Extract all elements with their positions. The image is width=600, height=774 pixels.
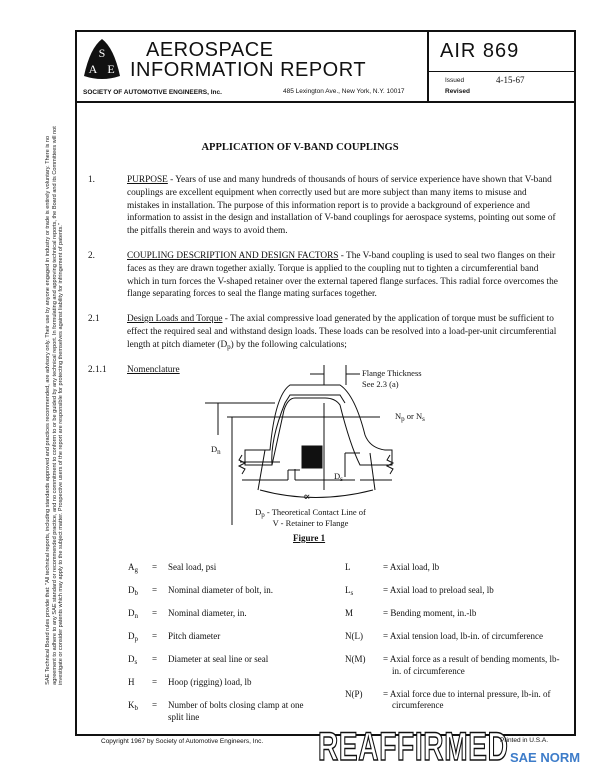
figure-label: Figure 1 bbox=[293, 533, 326, 543]
nomenclature-symbol: $D_b$ bbox=[128, 585, 138, 597]
section-1-text bbox=[127, 174, 558, 238]
nomenclature-description: = Axial tension load, lb-in. of circumference bbox=[383, 631, 544, 641]
nomenclature-equals: = bbox=[152, 631, 158, 641]
nomenclature-symbol: $A_g$ bbox=[128, 562, 138, 574]
nomenclature-description: Number of bolts closing clamp at one split line bbox=[168, 700, 304, 722]
nomenclature-right-row bbox=[345, 654, 560, 677]
nomenclature-heading: Nomenclature bbox=[127, 364, 180, 375]
figure-ds-label: $D_s$ bbox=[334, 471, 343, 483]
section-2-number: 2. bbox=[88, 250, 95, 261]
nomenclature-symbol: $L_s$ bbox=[345, 585, 354, 597]
nomenclature-description: Nominal diameter of bolt, in. bbox=[168, 585, 273, 595]
nomenclature-equals: = bbox=[152, 654, 158, 664]
issued-date: 4-15-67 bbox=[496, 75, 525, 85]
svg-text:S: S bbox=[98, 46, 106, 60]
section-2-text bbox=[127, 250, 558, 301]
nomenclature-symbol: H bbox=[128, 677, 135, 687]
nomenclature-symbol: N(M) bbox=[345, 654, 366, 664]
sae-logo bbox=[82, 38, 122, 80]
nomenclature-symbol: M bbox=[345, 608, 354, 618]
nomenclature-description: Seal load, psi bbox=[168, 562, 217, 572]
section-2-1-heading: Design Loads and Torque bbox=[127, 314, 223, 325]
sae-norm-watermark: SAE NORM bbox=[510, 750, 581, 765]
nomenclature-symbol: L bbox=[345, 562, 351, 572]
nomenclature-description: Nominal diameter, in. bbox=[168, 608, 247, 618]
doc-number: AIR 869 bbox=[440, 40, 520, 62]
nomenclature-description: Diameter at seal line or seal bbox=[168, 654, 269, 664]
nomenclature-left-row bbox=[128, 631, 328, 643]
section-2-1-sub: p bbox=[227, 342, 231, 351]
nomenclature-symbol: N(P) bbox=[345, 688, 363, 699]
header-divider bbox=[75, 101, 576, 103]
nomenclature-right-row bbox=[345, 585, 560, 597]
nomenclature-right-row bbox=[345, 608, 560, 620]
title-information-report: INFORMATION REPORT bbox=[130, 59, 367, 81]
nomenclature-equals: = bbox=[152, 677, 158, 687]
sae-disclaimer: SAE Technical Board rules provide that: "All technical reports, including standards approved and practices recommended, are advisory only. Their use by anyone engaged in industry or trade is entirely voluntary. There is no agreement to adhere to any SAE standard or recommended practice, and no commitment to conform to or be guided by any technical report. In formulating and approving technical reports, the Board and its Committees will not investigate or consider patents which may apply to the subject matter. Prospective users of the report are responsible for protecting themselves against liability for infringement of patents." bbox=[45, 126, 65, 685]
figure-dn-label: $D_n$ bbox=[211, 444, 221, 456]
section-1-body: - Years of use and many hundreds of thousands of hours of service experience have shown that V-band couplings are excellent equipment when correctly used but are more subject than many items to misuse and mistakes in installation. The purpose of this information report is to provide a background of experience and information to assist in the design and installation of V-band couplings for aerospace systems, pointing out some of the pitfalls therein and ways to avoid them. bbox=[127, 175, 556, 237]
nomenclature-description: Hoop (rigging) load, lb bbox=[168, 677, 252, 687]
frame-right bbox=[574, 30, 576, 735]
nomenclature-description: Pitch diameter bbox=[168, 631, 221, 641]
section-1-number: 1. bbox=[88, 175, 95, 185]
nomenclature-equals: = bbox=[152, 608, 158, 618]
section-2-heading: COUPLING DESCRIPTION AND DESIGN FACTORS bbox=[127, 250, 339, 261]
flange-thickness-label: Flange Thickness bbox=[362, 368, 422, 378]
nomenclature-left-row bbox=[128, 677, 328, 689]
nomenclature-right-row bbox=[345, 689, 560, 712]
header-number-divider bbox=[427, 71, 575, 72]
nomenclature-description: = Axial load, lb bbox=[383, 562, 440, 572]
section-2-1-body: - The axial compressive load generated by the application of torque must be sufficient to effect the required seal and withstand design loads. These loads can be resolved into a load-per-unit circumferential length at pitch diameter (D bbox=[127, 314, 557, 350]
document-title: APPLICATION OF V-BAND COUPLINGS bbox=[201, 142, 399, 153]
nomenclature-left-column bbox=[128, 562, 328, 735]
copyright-text: Copyright 1967 by Society of Automotive Engineers, Inc. bbox=[101, 738, 264, 745]
society-address: 485 Lexington Ave., New York, N.Y. 10017 bbox=[283, 88, 405, 95]
nomenclature-symbol: $D_s$ bbox=[128, 654, 138, 666]
svg-text:E: E bbox=[107, 62, 115, 76]
section-2-body: - The V-band coupling is used to seal two flanges on their faces as they are drawn together axially. Torque is applied to the coupling nut to tighten a circumferential band which in turn forces the V-shaped retainer over the external tapered flange surfaces. This radial force overcomes the flange separating forces to seal the flange mating surfaces together. bbox=[127, 250, 558, 300]
nomenclature-equals: = bbox=[152, 700, 158, 710]
section-2-1-1-number: 2.1.1 bbox=[88, 364, 107, 375]
title-aerospace: AEROSPACE bbox=[146, 39, 274, 61]
figure-flange-label bbox=[362, 368, 422, 390]
nomenclature-description: = Axial force due to internal pressure, lb-in. of circumference bbox=[383, 688, 551, 710]
revised-label: Revised bbox=[445, 88, 470, 95]
society-name: SOCIETY OF AUTOMOTIVE ENGINEERS, Inc. bbox=[83, 89, 222, 96]
section-1 bbox=[88, 174, 558, 238]
nomenclature-left-row bbox=[128, 608, 328, 620]
section-2-1-number: 2.1 bbox=[88, 314, 100, 325]
nomenclature-description: = Bending moment, in.-lb bbox=[383, 608, 477, 618]
nomenclature-right-column bbox=[345, 562, 560, 723]
header-vertical-divider bbox=[427, 30, 429, 102]
issued-label: Issued bbox=[445, 77, 465, 84]
figure-caption: $D_p$ - Theoretical Contact Line of V - Retainer to Flange bbox=[255, 507, 366, 528]
section-1-heading: PURPOSE bbox=[127, 175, 168, 185]
nomenclature-symbol: $D_p$ bbox=[128, 631, 138, 643]
frame-top bbox=[75, 30, 576, 32]
nomenclature-symbol: N(L) bbox=[345, 631, 363, 641]
frame-left bbox=[75, 30, 77, 735]
nomenclature-symbol: $K_b$ bbox=[128, 700, 138, 712]
nomenclature-symbol: $D_n$ bbox=[128, 608, 138, 620]
nomenclature-right-row bbox=[345, 631, 560, 643]
figure-1-diagram bbox=[200, 365, 470, 525]
sections bbox=[88, 174, 558, 388]
nomenclature-right-row bbox=[345, 562, 560, 574]
nomenclature-left-row bbox=[128, 654, 328, 666]
figure-np-ns-label: $N_p$ or $N_s$ bbox=[395, 411, 425, 423]
printed-in-usa: Printed in U.S.A. bbox=[500, 737, 549, 744]
section-2 bbox=[88, 250, 558, 301]
nomenclature-left-row bbox=[128, 585, 328, 597]
flange-reference-label: See 2.3 (a) bbox=[362, 379, 399, 389]
section-2-1-body-end: ) by the following calculations; bbox=[230, 339, 347, 350]
nomenclature-equals: = bbox=[152, 585, 158, 595]
section-2-1 bbox=[88, 313, 558, 351]
nomenclature-description: = Axial load to preload seal, lb bbox=[383, 585, 494, 595]
section-2-1-text bbox=[127, 313, 558, 351]
nomenclature-left-row bbox=[128, 562, 328, 574]
reaffirmed-stamp: REAFFIRMED bbox=[318, 725, 509, 769]
nomenclature-left-row bbox=[128, 700, 328, 723]
nomenclature-description: = Axial force as a result of bending moments, lb-in. of circumference bbox=[383, 654, 560, 676]
nomenclature-equals: = bbox=[152, 562, 158, 572]
svg-text:A: A bbox=[88, 62, 98, 76]
figure-alpha-label: ∝ bbox=[303, 491, 311, 503]
